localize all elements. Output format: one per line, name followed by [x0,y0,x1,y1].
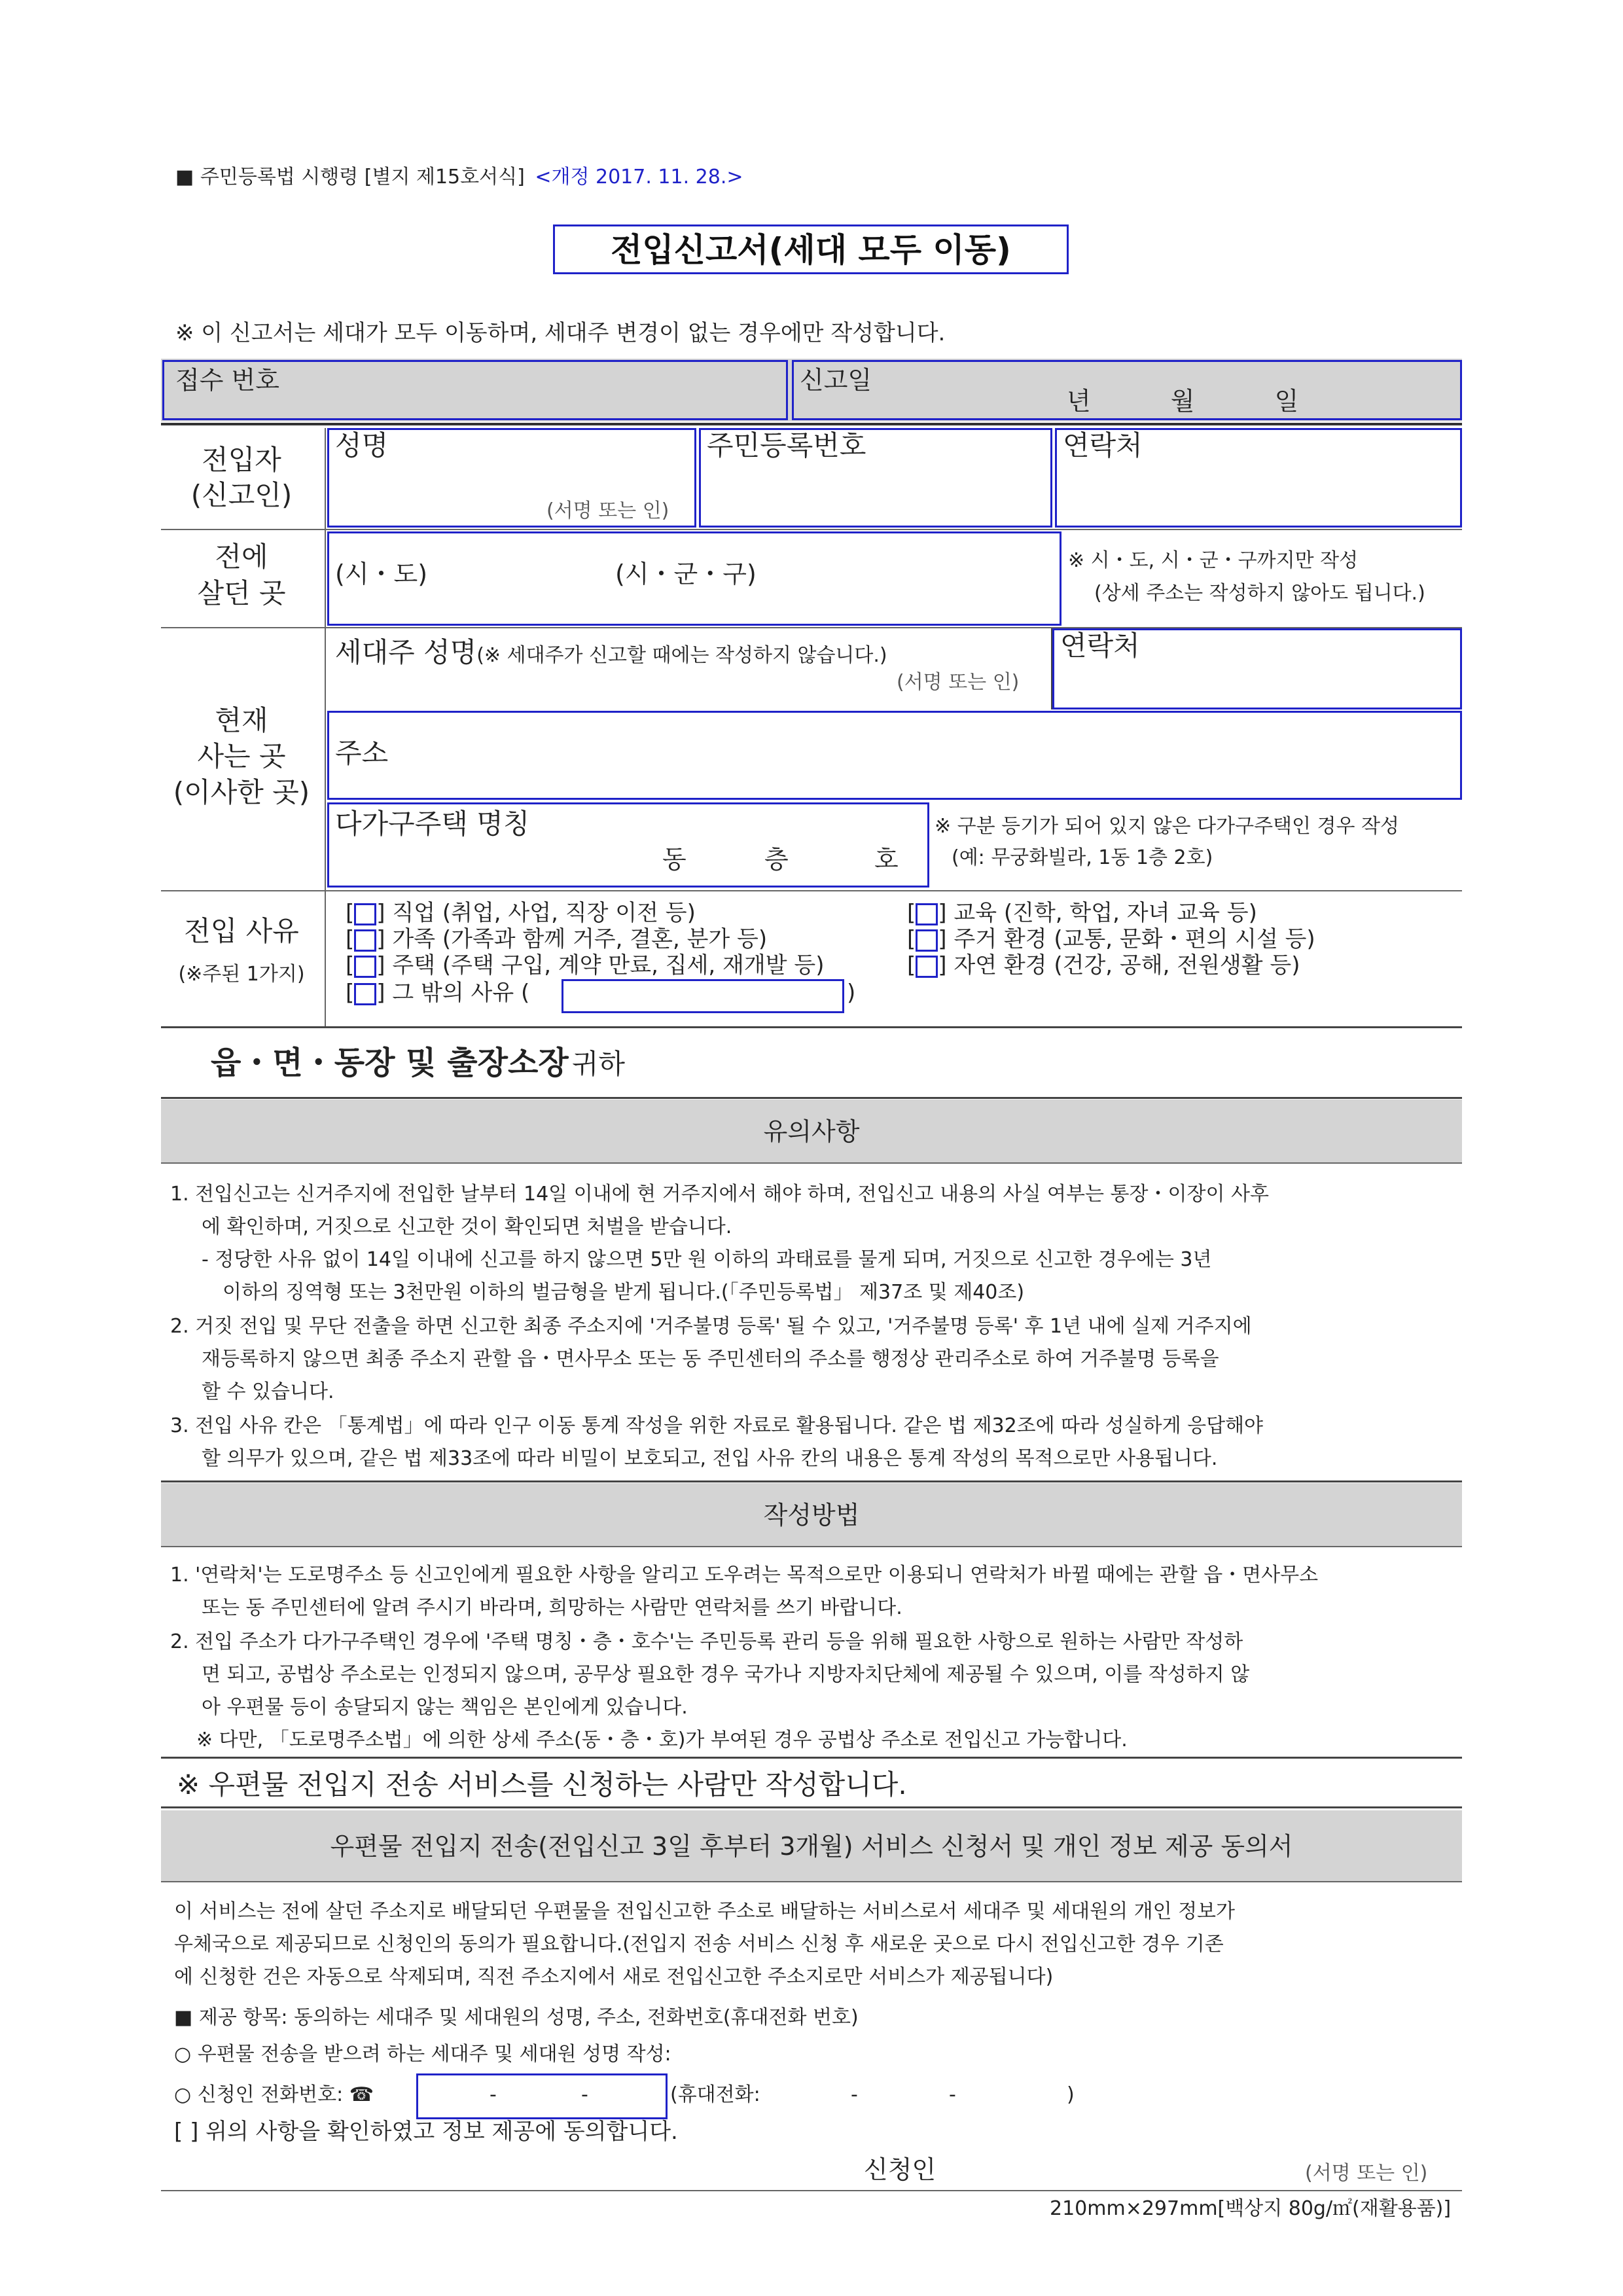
phone-input[interactable] [416,2073,668,2119]
divider [325,428,326,1026]
head-contact-label: 연락처 [1060,630,1140,662]
reason-option-housing[interactable]: [ ] 주택 (주택 구입, 계약 만료, 집세, 재개발 등) [346,952,825,978]
divider [161,890,1462,891]
previous-note-1: ※ 시・도, 시・군・구까지만 작성 [1068,549,1359,572]
current-label-sub: 사는 곳 [197,740,286,772]
notice-line: 3. 전입 사유 칸은 「통계법」에 따라 인구 이동 통계 작성을 위한 자료로 활용됩니다. 같은 법 제32조에 따라 성실하게 응답해야 [170,1414,1264,1437]
head-name-label: 세대주 성명 [335,636,477,668]
notice-line: - 정당한 사유 없이 14일 이내에 신고를 하지 않으면 5만 원 이하의 과태료를 물게 되며, 거짓으로 신고한 경우에는 3년 [202,1248,1212,1271]
phone-dash: - [490,2083,497,2106]
instruction-line: 면 되고, 공법상 주소로는 인정되지 않으며, 공무상 필요한 경우 국가나 지방자치단체에 제공될 수 있으며, 이를 작성하지 않 [202,1663,1250,1686]
head-name-label-group [335,636,887,668]
notices-title: 유의사항 [763,1117,860,1146]
notice-line: 할 의무가 있으며, 같은 법 제33조에 따라 비밀이 보호되고, 전입 사유 칸의 내용은 통계 작성의 목적으로만 사용됩니다. [202,1447,1218,1470]
previous-label: 전에 [215,541,268,573]
paper-spec: 210mm×297mm[백상지 80g/㎡(재활용품)] [1050,2197,1452,2220]
current-address-field[interactable] [327,711,1462,800]
report-date-label: 신고일 [800,366,872,395]
reason-option-family[interactable]: [ ] 가족 (가족과 함께 거주, 결혼, 분가 등) [346,926,768,952]
divider [161,529,1462,530]
divider [161,1881,1462,1882]
divider [161,1546,1462,1547]
current-label-sub2: (이사한 곳) [173,776,310,808]
report-date-format: 년 월 일 [1067,387,1299,416]
form-reference: ■ 주민등록법 시행령 [별지 제15호서식] <개정 2017. 11. 28.> [175,166,743,188]
previous-note-2: (상세 주소는 작성하지 않아도 됩니다.) [1094,582,1425,605]
notice-line: 에 확인하며, 거짓으로 신고한 것이 확인되면 처벌을 받습니다. [202,1215,732,1238]
head-sign-hint: (서명 또는 인) [897,671,1020,694]
divider [161,2190,1462,2191]
checkbox[interactable] [916,929,938,952]
previous-sigungu: (시・군・구) [615,560,757,588]
notice-line: 이하의 징역형 또는 3천만원 이하의 벌금형을 받게 됩니다.(「주민등록법」 제37조 및 제40조) [223,1281,1025,1304]
instruction-line: ※ 다만, 「도로명주소법」에 의한 상세 주소(동・층・호)가 부여된 경우 공법상 주소로 전입신고 가능합니다. [196,1729,1128,1751]
mobile-dash: - [851,2083,858,2106]
reporter-contact-label: 연락처 [1063,429,1143,461]
reason-other-close: ) [847,980,856,1006]
reporter-label-sub: (신고인) [190,479,293,511]
instruction-line: 또는 동 주민센터에 알려 주시기 바라며, 희망하는 사람만 연락처를 쓰기 바랍니다. [202,1596,902,1619]
reason-label-sub: (※주된 1가지) [178,963,305,986]
notice-line: 재등록하지 않으면 최종 주소지 관할 읍・면사무소 또는 동 주민센터의 주소를 행정상 관리주소로 하여 거주불명 등록을 [202,1348,1219,1371]
instructions-title: 작성방법 [763,1501,860,1530]
revision-date: <개정 2017. 11. 28.> [535,166,743,188]
mail-names-label: ○ 우편물 전송을 받으려 하는 세대주 및 세대원 성명 작성: [174,2043,671,2066]
reporter-rrn-label: 주민등록번호 [707,429,866,461]
mobile-label: (휴대전화: [670,2083,760,2106]
checkbox[interactable] [354,983,376,1005]
reporter-label: 전입자 [202,444,281,476]
reason-option-other[interactable]: [ ] 그 밖의 사유 ( [346,980,530,1006]
reason-option-job[interactable]: [ ] 직업 (취업, 사업, 직장 이전 등) [346,900,696,926]
divider [161,1097,1462,1099]
mail-items-label: ■ 제공 항목: 동의하는 세대주 및 세대원의 성명, 주소, 전화번호(휴대전화 번호) [174,2006,859,2029]
form-note: ※ 이 신고서는 세대가 모두 이동하며, 세대주 변경이 없는 경우에만 작성합니다. [175,320,946,346]
mail-phone-label: ○ 신청인 전화번호: ☎ [174,2083,374,2106]
notice-line: 1. 전입신고는 신거주지에 전입한 날부터 14일 이내에 현 거주지에서 해야 하며, 전입신고 내용의 사실 여부는 통장・이장이 사후 [170,1183,1269,1206]
reporter-sign-hint: (서명 또는 인) [546,499,669,522]
notice-line: 할 수 있습니다. [202,1380,334,1403]
applicant-sign-hint: (서명 또는 인) [1305,2162,1428,2185]
multi-note-1: ※ 구분 등기가 되어 있지 않은 다가구주택인 경우 작성 [935,815,1400,838]
reporter-name-label: 성명 [335,429,389,461]
divider [161,1162,1462,1164]
mail-desc-line: 에 신청한 건은 자동으로 삭제되며, 직전 주소지에서 새로 전입신고한 주소지로만 서비스가 제공됩니다) [174,1965,1054,1988]
divider [161,1026,1462,1028]
checkbox[interactable] [354,956,376,978]
notice-line: 2. 거짓 전입 및 무단 전출을 하면 신고한 최종 주소지에 '거주불명 등록' 될 수 있고, '거주불명 등록' 후 1년 내에 실제 거주지에 [170,1315,1252,1338]
consent-checkbox[interactable]: [ ] 위의 사항을 확인하였고 정보 제공에 동의합니다. [174,2119,678,2145]
previous-sido: (시・도) [335,560,428,588]
reason-option-living-env[interactable]: [ ] 주거 환경 (교통, 문화・편의 시설 등) [907,926,1315,952]
form-title: 전입신고서(세대 모두 이동) [611,231,1011,269]
checkbox[interactable] [916,903,938,925]
divider [161,1757,1462,1759]
checkbox[interactable] [916,956,938,978]
checkbox[interactable] [354,929,376,952]
mail-desc-line: 이 서비스는 전에 살던 주소지로 배달되던 우편물을 전입신고한 주소로 배달하는 서비스로서 세대주 및 세대원의 개인 정보가 [174,1900,1236,1923]
instruction-line: 2. 전입 주소가 다가구주택인 경우에 '주택 명칭・층・호수'는 주민등록 관리 등을 위해 필요한 사항으로 원하는 사람만 작성하 [170,1630,1243,1653]
ho-label: 호 [874,845,899,874]
divider [161,1480,1462,1482]
previous-label-sub: 살던 곳 [197,577,286,609]
reason-label: 전입 사유 [184,915,299,947]
current-address-label: 주소 [335,737,389,769]
form-title-box [553,224,1069,274]
recipient [211,1047,625,1079]
reason-option-education[interactable]: [ ] 교육 (진학, 학업, 자녀 교육 등) [907,900,1257,926]
mail-desc-line: 우체국으로 제공되므로 신청인의 동의가 필요합니다.(전입지 전송 서비스 신청 후 새로운 곳으로 다시 전입신고한 경우 기존 [174,1933,1224,1956]
multi-house-label: 다가구주택 명칭 [335,808,530,840]
reason-other-input[interactable] [562,979,844,1013]
dong-label: 동 [662,845,687,874]
mail-title: 우편물 전입지 전송(전입신고 3일 후부터 3개월) 서비스 신청서 및 개인 정보 제공 동의서 [330,1832,1293,1861]
instruction-line: 1. '연락처'는 도로명주소 등 신고인에게 필요한 사항을 알리고 도우려는 목적으로만 이용되니 연락처가 바뀔 때에는 관할 읍・면사무소 [170,1564,1319,1587]
multi-note-2: (예: 무궁화빌라, 1동 1층 2호) [952,846,1213,869]
recipient-main: 읍・면・동장 및 출장소장 [211,1045,569,1081]
divider [161,1806,1462,1808]
applicant-label: 신청인 [864,2155,936,2184]
mobile-close: ) [1067,2083,1075,2106]
recipient-suffix: 귀하 [571,1048,625,1080]
mail-notice: ※ 우편물 전입지 전송 서비스를 신청하는 사람만 작성합니다. [177,1768,907,1801]
cheung-label: 층 [764,845,789,874]
head-name-note: (※ 세대주가 신고할 때에는 작성하지 않습니다.) [476,644,887,667]
current-label: 현재 [215,704,268,736]
checkbox[interactable] [354,903,376,925]
divider [161,423,1462,425]
phone-dash: - [581,2083,588,2106]
reason-option-nature-env[interactable]: [ ] 자연 환경 (건강, 공해, 전원생활 등) [907,952,1300,978]
divider [1051,628,1052,709]
mobile-dash: - [949,2083,956,2106]
receipt-number-label: 접수 번호 [175,366,279,395]
instruction-line: 아 우편물 등이 송달되지 않는 책임은 본인에게 있습니다. [202,1696,688,1719]
